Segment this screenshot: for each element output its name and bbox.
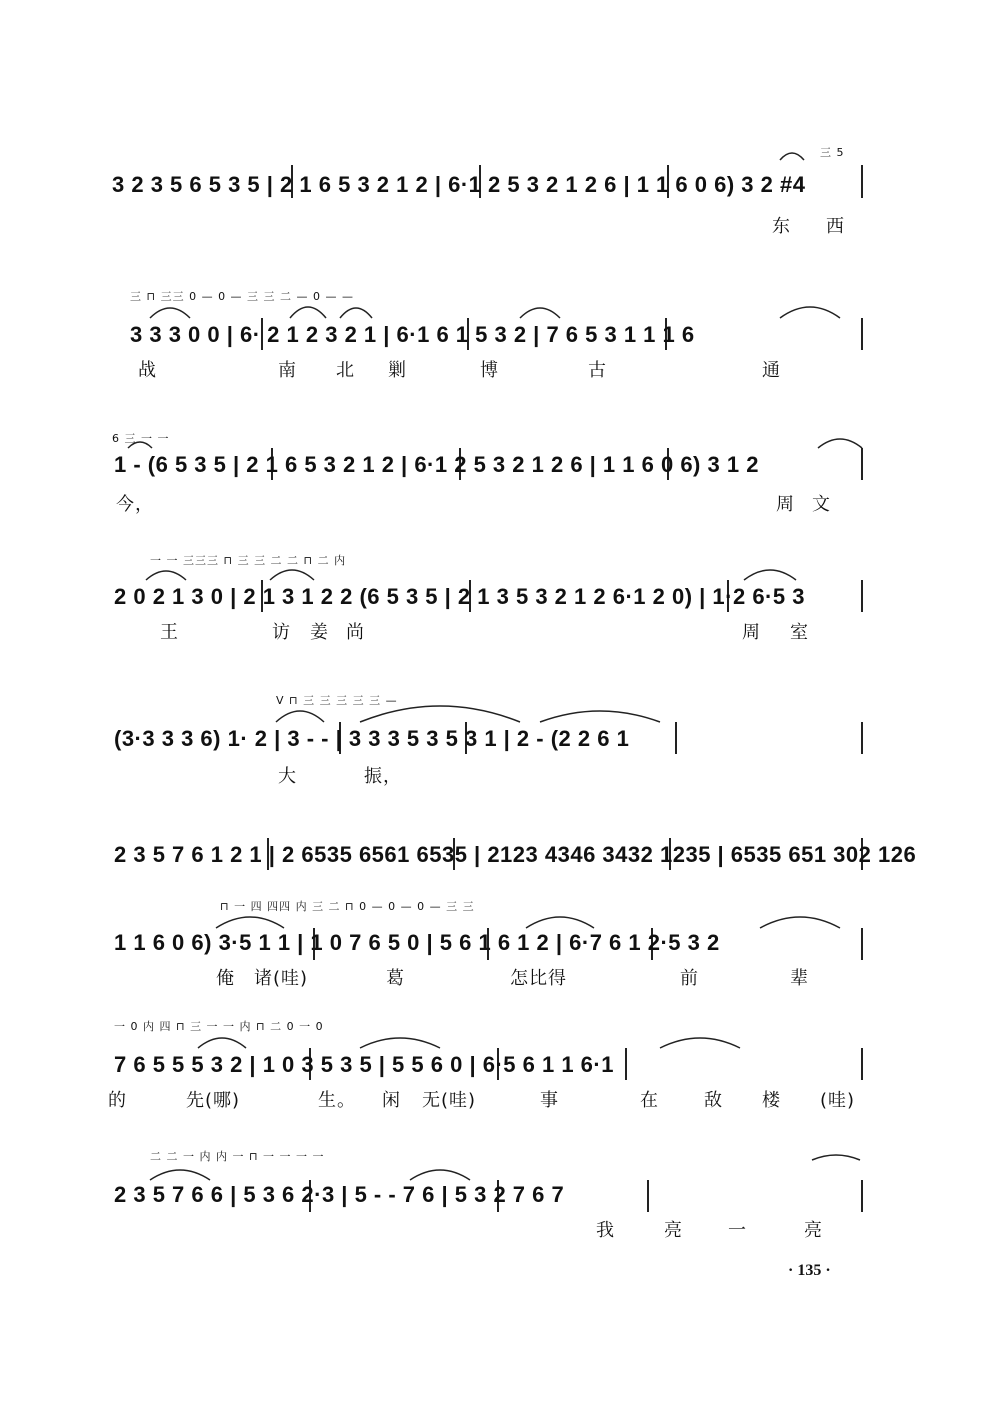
lyric: 通: [762, 360, 781, 381]
lyric: 亮: [804, 1220, 823, 1241]
lyric: 的: [108, 1090, 127, 1111]
ornament-marks: 一 一 三三三 ⊓ 三 三 二 二 ⊓ 二 内: [150, 554, 347, 567]
lyric: 西: [826, 216, 845, 237]
lyric: 博: [480, 360, 499, 381]
lyric: 葛: [386, 968, 405, 989]
score-system-8: [0, 1014, 983, 1154]
ornament-marks: ⊓ 一 四 四四 内 三 二 ⊓ 0 — 0 — 0 — 三 三: [220, 900, 475, 913]
lyric: 楼: [762, 1090, 781, 1111]
score-system-9: [0, 1144, 983, 1284]
lyric: 周: [742, 622, 761, 643]
lyric: 亮: [664, 1220, 683, 1241]
notation-line: 3 3 3 0 0 | 6· 2 1 2 3 2 1 | 6·1 6 1 5 3 2 | 7 6 5 3 1 1 1 6: [130, 322, 695, 347]
lyric: 姜: [310, 622, 329, 643]
score-system-1: [0, 140, 983, 280]
lyric: (哇): [820, 1090, 856, 1111]
page-number: · 135 ·: [788, 1262, 831, 1279]
lyric: 北: [336, 360, 355, 381]
lyric: 周: [776, 494, 795, 515]
lyric: 战: [138, 360, 157, 381]
lyric: 文: [812, 494, 831, 515]
ornament-marks: V ⊓ 三 三 三 三 三 —: [276, 694, 398, 707]
notation-line: 2 3 5 7 6 1 2 1 | 2 6535 6561 6535 | 2123 4346 3432 1235 | 6535 651 302 126: [114, 842, 917, 867]
lyric: 尚: [346, 622, 365, 643]
lyric: 今，: [116, 494, 154, 515]
lyric: 怎比得: [510, 968, 567, 989]
notation-line: 7 6 5 5 5 3 2 | 1 0 3 5 3 5 | 5 5 6 0 | 6·5 6 1 1 6·1: [114, 1052, 614, 1077]
lyric: 生。: [318, 1090, 356, 1111]
lyric: 古: [588, 360, 607, 381]
lyric: 无(哇): [422, 1090, 477, 1111]
lyric: 敌: [704, 1090, 723, 1111]
lyric: 事: [540, 1090, 559, 1111]
lyric: 闲: [382, 1090, 401, 1111]
score-system-2: [0, 286, 983, 426]
lyric: 振，: [364, 766, 402, 787]
lyric: 诸(哇): [254, 968, 309, 989]
lyric: 一: [728, 1220, 747, 1241]
lyric: 俺: [216, 968, 235, 989]
score-system-4: [0, 546, 983, 686]
lyric: 先(哪): [186, 1090, 241, 1111]
ornament-marks: 三 ⊓ 三三 0 — 0 — 三 三 二 — 0 — —: [130, 290, 355, 303]
lyric: 剿: [388, 360, 407, 381]
notation-line: 2 3 5 7 6 6 | 5 3 6 2·3 | 5 - - 7 6 | 5 3 2 7 6 7: [114, 1182, 565, 1207]
ornament-marks: 三 5: [820, 146, 845, 159]
score-system-3: [0, 418, 983, 558]
lyric: 辈: [790, 968, 809, 989]
ornament-marks: 6 三 一 一: [112, 432, 170, 445]
notation-line: (3·3 3 3 6) 1· 2 | 3 - - | 3 3 3 5 3 5 3 1 | 2 - (2 2 6 1: [114, 726, 630, 751]
lyric: 南: [278, 360, 297, 381]
lyric: 王: [160, 622, 179, 643]
ornament-marks: 二 二 一 内 内 一 ⊓ 一 一 一 一: [150, 1150, 325, 1163]
notation-line: 3 2 3 5 6 5 3 5 | 2 1 6 5 3 2 1 2 | 6·1 2 5 3 2 1 2 6 | 1 1 6 0 6) 3 2 #4: [112, 172, 806, 197]
ornament-marks: 一 0 内 四 ⊓ 三 一 一 内 ⊓ 二 0 一 0: [114, 1020, 324, 1033]
lyric: 在: [640, 1090, 659, 1111]
lyric: 室: [790, 622, 809, 643]
notation-line: 1 1 6 0 6) 3·5 1 1 | 1 0 7 6 5 0 | 5 6 1 6 1 2 | 6·7 6 1 2·5 3 2: [114, 930, 720, 955]
lyric: 大: [278, 766, 297, 787]
lyric: 东: [772, 216, 791, 237]
lyric: 访: [272, 622, 291, 643]
lyric: 我: [596, 1220, 615, 1241]
lyric: 前: [680, 968, 699, 989]
score-system-7: [0, 894, 983, 1034]
notation-line: 2 0 2 1 3 0 | 2 1 3 1 2 2 (6 5 3 5 | 2 1 3 5 3 2 1 2 6·1 2 0) | 1·2 6·5 3: [114, 584, 805, 609]
notation-line: 1 - (6 5 3 5 | 2 1 6 5 3 2 1 2 | 6·1 2 5 3 2 1 2 6 | 1 1 6 0 6) 3 1 2: [114, 452, 759, 477]
